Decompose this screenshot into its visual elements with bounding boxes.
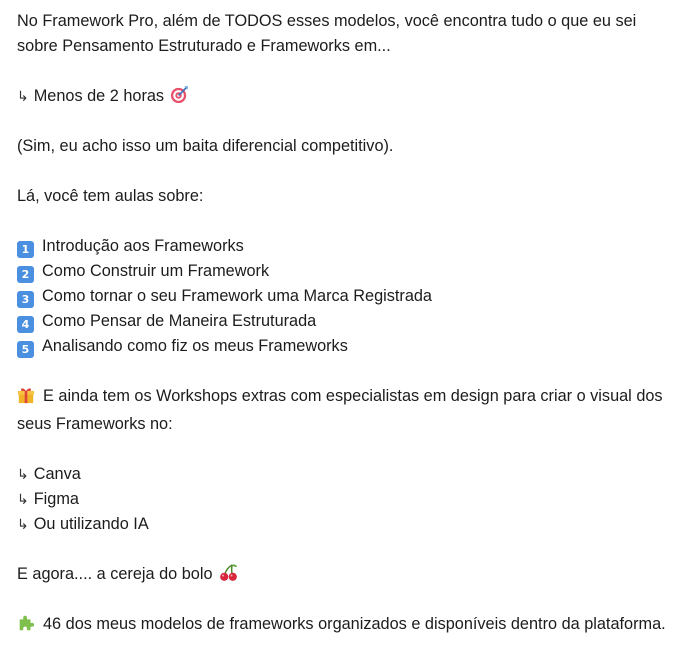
workshops-text: E ainda tem os Workshops extras com especialistas em design para criar o visual dos seus Frameworks no: [17,387,663,433]
list-item [17,259,675,284]
workshops-paragraph [17,384,675,437]
list-item [17,512,675,537]
keycap-number-icon: 1 [17,241,34,258]
list-item [17,334,675,359]
lesson-title: Introdução aos Frameworks [42,237,244,255]
keycap-number-icon: 4 [17,316,34,333]
list-item [17,487,675,512]
aside-text: (Sim, eu acho isso um baita diferencial competitivo). [17,137,394,155]
tool-name: Canva [33,465,81,483]
arrow-icon: ↳ [17,467,29,483]
arrow-icon: ↳ [17,492,29,508]
spacer [17,109,675,134]
lessons-list [17,234,675,359]
spacer [17,59,675,84]
models-text: 46 dos meus modelos de frameworks organizados e disponíveis dentro da plataforma. [43,615,666,633]
lesson-title: Analisando como fiz os meus Frameworks [42,337,348,355]
lesson-title: Como Construir um Framework [42,262,270,280]
duration-line [17,84,675,109]
lessons-intro: Lá, você tem aulas sobre: [17,187,204,205]
target-icon [170,85,189,112]
gift-icon [17,386,35,412]
models-paragraph [17,612,675,640]
cherries-icon [219,563,238,590]
spacer [17,159,675,184]
cherry-text: E agora.... a cereja do bolo [17,565,213,583]
spacer [17,209,675,234]
keycap-number-icon: 2 [17,266,34,283]
lesson-title: Como tornar o seu Framework uma Marca Registrada [42,287,432,305]
intro-paragraph: No Framework Pro, além de TODOS esses modelos, você encontra tudo o que eu sei sobre Pensamento Estruturado e Frameworks em... [17,12,637,55]
keycap-number-icon: 5 [17,341,34,358]
list-item [17,309,675,334]
tool-name: Figma [33,490,79,508]
duration-text: Menos de 2 horas [33,87,165,105]
spacer [17,437,675,462]
arrow-icon: ↳ [17,89,29,105]
lesson-title: Como Pensar de Maneira Estruturada [42,312,317,330]
spacer [17,359,675,384]
list-item [17,234,675,259]
keycap-number-icon: 3 [17,291,34,308]
list-item [17,284,675,309]
arrow-icon: ↳ [17,517,29,533]
tools-list [17,462,675,537]
spacer [17,587,675,612]
tool-name: Ou utilizando IA [33,515,149,533]
spacer [17,537,675,562]
list-item [17,462,675,487]
cherry-line [17,562,675,587]
puzzle-piece-icon [17,614,35,640]
